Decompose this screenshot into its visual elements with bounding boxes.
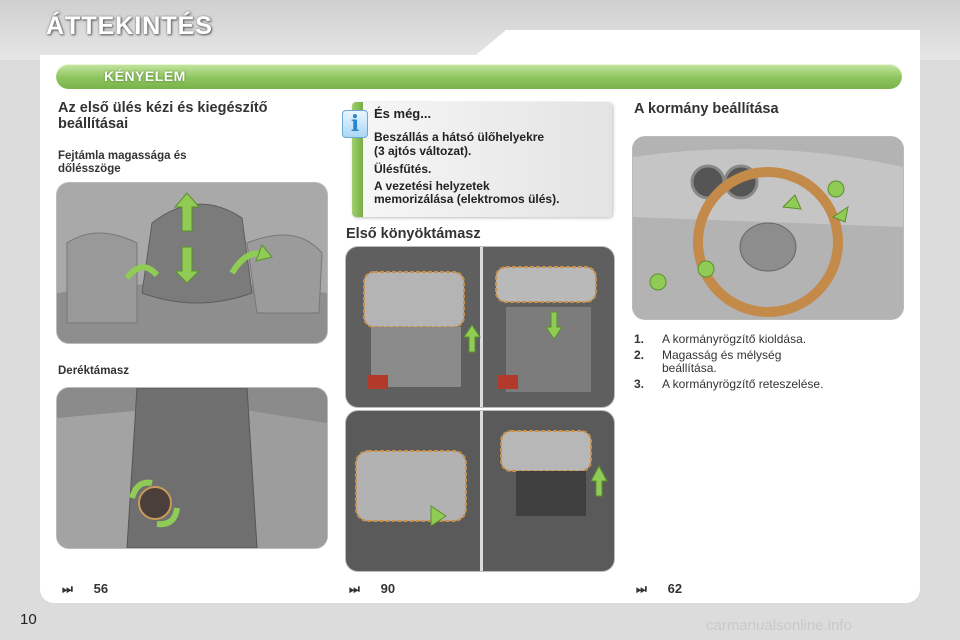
- info-line-2: (3 ajtós változat).: [374, 144, 472, 158]
- reference-page[interactable]: 62: [667, 581, 683, 596]
- page-title: ÁTTEKINTÉS: [46, 12, 213, 40]
- page-number: 10: [20, 611, 37, 628]
- lumbar-photo: [57, 388, 327, 548]
- step-text: A kormányrögzítő reteszelése.: [662, 377, 824, 391]
- watermark: carmanualsonline.info: [706, 617, 852, 634]
- seat-heading: [58, 100, 268, 132]
- info-line-3: Ülésfűtés.: [374, 162, 432, 176]
- reference-56: [62, 581, 108, 597]
- headrest-caption: [58, 150, 187, 176]
- headrest-caption-line1: Fejtámla magassága és: [58, 150, 187, 162]
- lumbar-caption: Deréktámasz: [58, 365, 129, 377]
- reference-arrow-icon: ⏭: [349, 582, 360, 596]
- step-text: Magasság és mélység beállítása.: [662, 348, 782, 375]
- step-number: 1.: [634, 332, 645, 346]
- info-icon: i: [342, 110, 368, 138]
- steering-photo: [633, 137, 903, 319]
- reference-90: [349, 581, 395, 597]
- seat-heading-line1: Az első ülés kézi és kiegészítő: [58, 100, 268, 116]
- reference-62: [636, 581, 682, 597]
- step-number: 3.: [634, 377, 645, 391]
- reference-page[interactable]: 56: [93, 581, 109, 596]
- section-title: KÉNYELEM: [104, 68, 186, 84]
- info-line-4: A vezetési helyzetek: [374, 179, 490, 193]
- steering-heading: A kormány beállítása: [634, 101, 779, 117]
- armrest-heading: Első könyöktámasz: [346, 226, 481, 242]
- headrest-photo: [57, 183, 327, 343]
- step-text: A kormányrögzítő kioldása.: [662, 332, 807, 346]
- info-line-5: memorizálása (elektromos ülés).: [374, 192, 560, 206]
- info-title: És még...: [374, 106, 432, 121]
- armrest-photo-top: [346, 247, 614, 407]
- reference-page[interactable]: 90: [380, 581, 396, 596]
- reference-arrow-icon: ⏭: [62, 582, 73, 596]
- headrest-caption-line2: dőlésszöge: [58, 163, 121, 175]
- section-bar: [56, 64, 902, 89]
- info-line-1: Beszállás a hátsó ülőhelyekre: [374, 130, 545, 144]
- panel-tab: [470, 30, 920, 60]
- seat-heading-line2: beállításai: [58, 116, 129, 132]
- reference-arrow-icon: ⏭: [636, 582, 647, 596]
- armrest-photo-bottom: [346, 411, 614, 571]
- step-number: 2.: [634, 348, 645, 362]
